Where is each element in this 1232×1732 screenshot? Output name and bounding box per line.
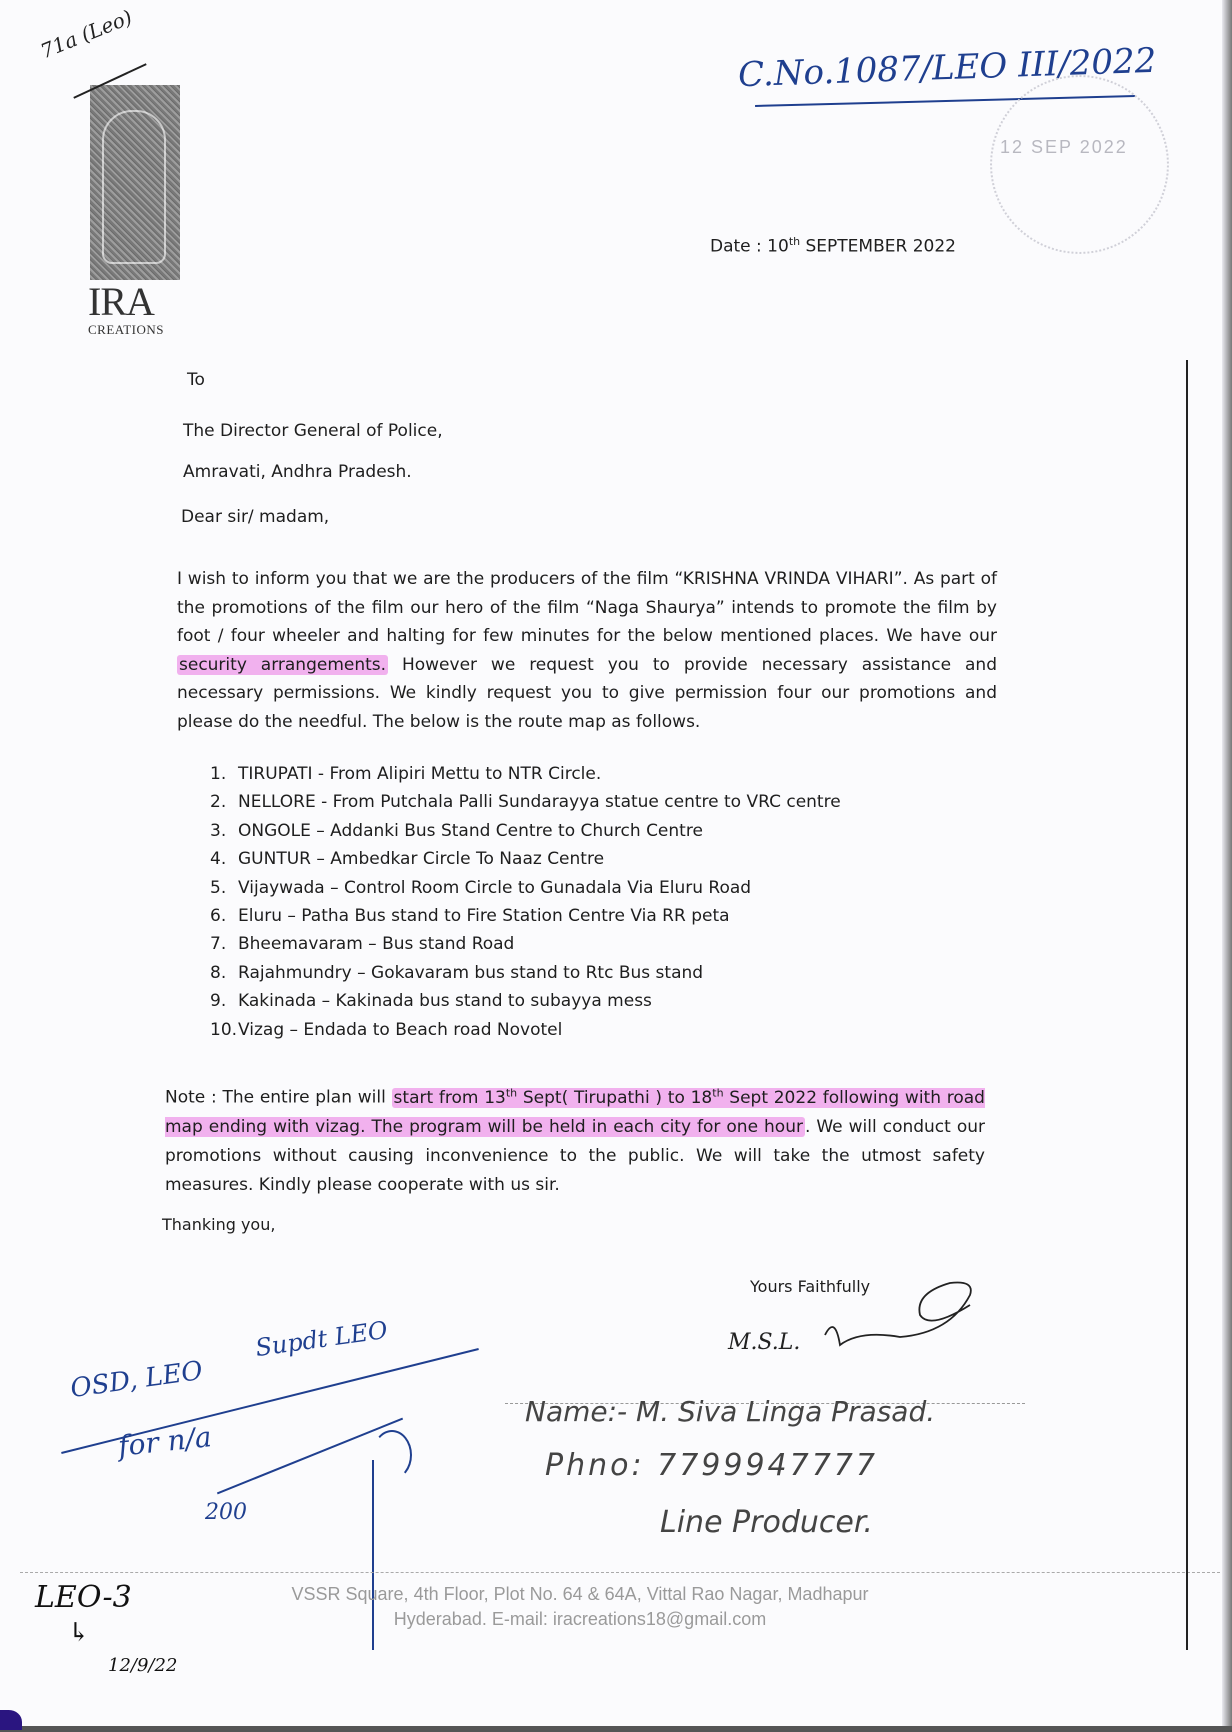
signature-initials: M.S.L. xyxy=(728,1330,801,1355)
official-signature-loop-icon xyxy=(372,1430,412,1480)
route-number: 3. xyxy=(210,820,227,841)
highlighted-text: security arrangements. xyxy=(179,654,387,675)
route-text: GUNTUR – Ambedkar Circle To Naaz Centre xyxy=(238,849,605,870)
date-prefix: Date : 10 xyxy=(710,236,789,257)
recipient-location: Amravati, Andhra Pradesh. xyxy=(183,462,412,482)
ordinal: th xyxy=(505,1086,518,1099)
route-item xyxy=(210,959,841,987)
company-subtitle: CREATIONS xyxy=(88,322,165,337)
route-number: 4. xyxy=(210,849,227,870)
route-text: Eluru – Patha Bus stand to Fire Station Centre Via RR peta xyxy=(238,905,730,926)
route-number: 7. xyxy=(210,934,227,955)
note-text-suffix: . We will conduct our promotions without causing inconvenience to the public. We will take the utmost safety measures. Kindly please cooperate with us sir. xyxy=(165,1116,985,1195)
route-number: 10. xyxy=(210,1019,238,1040)
logo-figure-icon xyxy=(102,110,166,264)
forwarding-note-number: 200 xyxy=(205,1500,247,1525)
scan-right-shadow xyxy=(1222,0,1232,1732)
forwarding-note-line2: Supdt LEO xyxy=(253,1315,390,1363)
signer-phone: Phno: 7799947777 xyxy=(545,1448,878,1483)
route-text: Vizag – Endada to Beach road Novotel xyxy=(238,1019,563,1040)
signer-name: Name:- M. Siva Linga Prasad. xyxy=(525,1395,936,1428)
received-stamp-icon xyxy=(990,75,1169,254)
route-number: 6. xyxy=(210,905,227,926)
recipient-title: The Director General of Police, xyxy=(183,421,443,441)
route-item xyxy=(210,1016,841,1044)
closing: Thanking you, xyxy=(162,1215,276,1234)
signature-scribble-icon xyxy=(820,1275,980,1355)
route-item xyxy=(210,788,841,816)
body-text-1: I wish to inform you that we are the producers of the film “KRISHNA VRINDA VIHARI”. As part of the promotions of the film our hero of the film “Naga Shaurya” intends to promote the film by foot / four wheeler and halting for few minutes for the below mentioned places. We have our xyxy=(177,569,997,646)
company-name: IRA xyxy=(88,279,154,324)
route-text: Bheemavaram – Bus stand Road xyxy=(238,934,515,955)
body-paragraph xyxy=(177,565,997,736)
footer-address-line2: Hyderabad. E-mail: iracreations18@gmail.com xyxy=(393,1609,767,1629)
footer-address-line1: VSSR Square, 4th Floor, Plot No. 64 & 64A, Vittal Rao Nagar, Madhapur xyxy=(291,1584,869,1604)
route-item xyxy=(210,874,841,902)
route-text: Vijaywada – Control Room Circle to Gunadala Via Eluru Road xyxy=(238,877,752,898)
corner-handwritten-note: 71a (Leo) xyxy=(37,4,136,64)
route-text: Rajahmundry – Gokavaram bus stand to Rtc Bus stand xyxy=(238,962,704,983)
route-text: ONGOLE – Addanki Bus Stand Centre to Church Centre xyxy=(238,820,703,841)
route-number: 5. xyxy=(210,877,227,898)
route-text: TIRUPATI - From Alipiri Mettu to NTR Circle. xyxy=(238,764,602,784)
letter-date xyxy=(710,235,956,257)
date-suffix: SEPTEMBER 2022 xyxy=(800,236,956,257)
note-text-prefix: Note : The entire plan will xyxy=(165,1087,392,1108)
sign-off: Yours Faithfully xyxy=(750,1277,871,1296)
route-list xyxy=(210,760,841,1044)
route-text: NELLORE - From Putchala Palli Sundarayya statue centre to VRC centre xyxy=(238,792,841,813)
route-text: Kakinada – Kakinada bus stand to subayya mess xyxy=(238,991,652,1012)
forwarding-note-line1: OSD, LEO xyxy=(68,1355,205,1405)
route-item xyxy=(210,987,841,1015)
route-item xyxy=(210,902,841,930)
body-text-2: However we request you to provide necessary assistance and necessary permissions. We kindly request you to give permission four our promotions and please do the needful. The below is the route map as follows. xyxy=(177,654,997,732)
note-hl-part: start from 13 xyxy=(393,1087,506,1108)
route-number: 8. xyxy=(210,962,227,983)
route-item xyxy=(210,930,841,958)
stamp-date: 12 SEP 2022 xyxy=(1000,137,1128,157)
section-date: 12/9/22 xyxy=(108,1655,178,1676)
section-arrow-icon: ↳ xyxy=(68,1618,90,1648)
footer-address xyxy=(180,1582,980,1632)
reference-number: C.No.1087/LEO III/2022 xyxy=(737,40,1157,96)
route-number: 9. xyxy=(210,991,227,1012)
footer-divider xyxy=(20,1572,1220,1573)
section-mark: LEO-3 xyxy=(35,1580,132,1615)
salutation: Dear sir/ madam, xyxy=(181,507,330,527)
ordinal: th xyxy=(712,1086,724,1099)
ink-blot-icon xyxy=(0,1710,22,1730)
note-paragraph xyxy=(165,1078,985,1200)
scan-bottom-shadow xyxy=(0,1726,1232,1732)
forwarding-note-line3: for n/a xyxy=(116,1420,214,1463)
date-ordinal: th xyxy=(788,235,801,248)
route-number: 2. xyxy=(210,792,227,813)
route-number: 1. xyxy=(210,764,227,784)
route-item xyxy=(210,817,841,845)
signer-role: Line Producer. xyxy=(660,1505,873,1540)
route-item xyxy=(210,845,841,873)
note-hl-part: Sept 2022 following with road map ending with vizag. The program will be held in each city for one hour xyxy=(165,1087,985,1137)
route-item xyxy=(210,760,841,788)
scan-edge-line xyxy=(1186,360,1188,1650)
to-label: To xyxy=(187,370,205,390)
note-hl-part: Sept( Tirupathi ) to 18 xyxy=(517,1087,713,1108)
